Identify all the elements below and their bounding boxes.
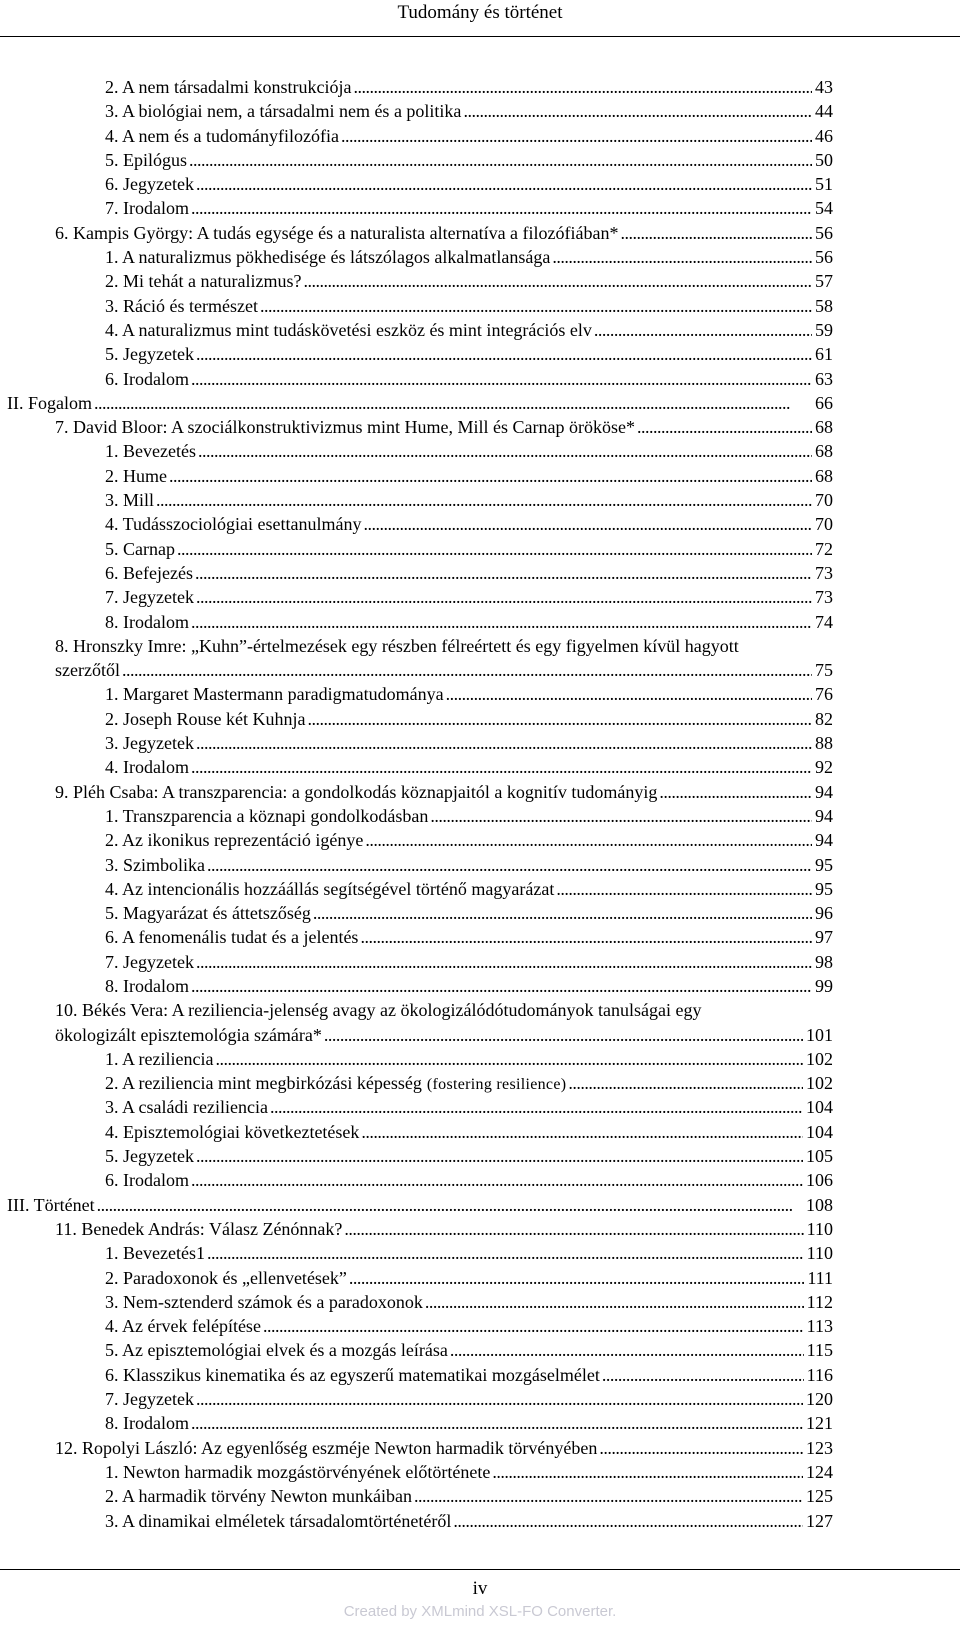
toc-page-number: 54 xyxy=(815,198,833,219)
toc-page-number: 104 xyxy=(806,1097,833,1118)
toc-page-number: 92 xyxy=(815,757,833,778)
dot-leader xyxy=(260,294,812,318)
toc-entry[interactable] xyxy=(0,682,960,706)
toc-entry[interactable] xyxy=(0,755,960,779)
toc-title: 8. Irodalom xyxy=(105,611,189,632)
dot-leader xyxy=(599,1436,803,1460)
dot-leader xyxy=(177,537,812,561)
toc-page-number: 123 xyxy=(806,1437,833,1458)
dot-leader xyxy=(97,1193,803,1217)
toc-title: 3. A dinamikai elméletek társadalomtörténetéről xyxy=(105,1510,452,1531)
dot-leader xyxy=(207,1241,804,1265)
toc-entry[interactable] xyxy=(0,367,960,391)
dot-leader xyxy=(196,950,812,974)
toc-entry[interactable] xyxy=(0,391,960,415)
header-title: Tudomány és történet xyxy=(397,2,563,23)
toc-title: 5. Jegyzetek xyxy=(105,1146,194,1167)
toc-entry[interactable] xyxy=(0,196,960,220)
toc-page-number: 127 xyxy=(806,1510,833,1531)
toc-page-number: 116 xyxy=(806,1364,833,1385)
toc-title: 4. A naturalizmus mint tudáskövetési eszköz és mint integrációs elv xyxy=(105,319,592,340)
toc-page-number: 110 xyxy=(806,1218,833,1239)
toc-page-number: 72 xyxy=(815,538,833,559)
dot-leader xyxy=(363,512,812,536)
toc-title: 4. Tudásszociológiai esettanulmány xyxy=(105,514,362,535)
dot-leader xyxy=(169,464,812,488)
dot-leader xyxy=(191,1411,803,1435)
toc-title-first-line: 10. Békés Vera: A reziliencia-jelenség avagy az ökologizálódótudományok tanulságai egy xyxy=(55,1000,702,1021)
toc-entry[interactable] xyxy=(0,464,960,488)
toc-title: 2. Joseph Rouse két Kuhnja xyxy=(105,708,306,729)
dot-leader xyxy=(365,828,812,852)
toc-entry[interactable] xyxy=(0,1436,960,1460)
toc-entry[interactable] xyxy=(0,318,960,342)
toc-title: 2. A nem társadalmi konstrukciója xyxy=(105,77,352,97)
toc-entry[interactable] xyxy=(0,804,960,828)
toc-title: 7. Jegyzetek xyxy=(105,1389,194,1410)
toc-title: 4. Az intencionális hozzáállás segítségével történő magyarázat xyxy=(105,878,555,899)
toc-title: 1. Bevezetés xyxy=(105,441,196,462)
toc-entry[interactable] xyxy=(0,148,960,172)
dot-leader xyxy=(191,196,812,220)
dot-leader xyxy=(270,1095,803,1119)
dot-leader xyxy=(349,1266,804,1290)
toc-entry[interactable] xyxy=(0,245,960,269)
toc-title: 7. David Bloor: A szociálkonstruktivizmus mint Hume, Mill és Carnap örököse* xyxy=(55,417,635,438)
dot-leader xyxy=(446,682,812,706)
dot-leader xyxy=(196,731,812,755)
dot-leader xyxy=(344,1217,803,1241)
toc-page-number: 73 xyxy=(815,562,833,583)
toc-page-number: 70 xyxy=(815,514,833,535)
toc-entry[interactable] xyxy=(0,1193,960,1217)
dot-leader xyxy=(196,1144,803,1168)
dot-leader xyxy=(430,804,812,828)
toc-page-number: 56 xyxy=(815,222,833,243)
toc-title: 4. A nem és a tudományfilozófia xyxy=(105,125,339,146)
toc-title: 4. Irodalom xyxy=(105,757,189,778)
toc-entry[interactable] xyxy=(0,1241,960,1265)
toc-entry[interactable] xyxy=(0,269,960,293)
toc-title: 2. Az ikonikus reprezentáció igénye xyxy=(105,830,364,851)
dot-leader xyxy=(414,1484,803,1508)
toc-entry[interactable] xyxy=(0,99,960,123)
toc-entry[interactable] xyxy=(0,901,960,925)
toc-title: 5. Jegyzetek xyxy=(105,344,194,365)
toc-page-number: 75 xyxy=(815,660,833,681)
toc-title: 6. Kampis György: A tudás egysége és a naturalista alternatíva a filozófiában* xyxy=(55,222,619,243)
toc-title: 2. Mi tehát a naturalizmus? xyxy=(105,271,302,292)
toc-page-number: 70 xyxy=(815,490,833,511)
toc-entry[interactable] xyxy=(0,853,960,877)
toc-entry[interactable] xyxy=(0,1168,960,1192)
toc-title: 7. Jegyzetek xyxy=(105,951,194,972)
dot-leader xyxy=(196,172,812,196)
toc-entry[interactable] xyxy=(0,1120,960,1144)
toc-title: 3. Ráció és természet xyxy=(105,295,258,316)
toc-page-number: 51 xyxy=(815,174,833,195)
toc-page-number: 94 xyxy=(815,805,833,826)
toc-entry[interactable] xyxy=(0,1095,960,1119)
toc-title: 11. Benedek András: Válasz Zénónnak? xyxy=(55,1218,343,1239)
dot-leader xyxy=(492,1460,803,1484)
table-of-contents xyxy=(0,75,960,1533)
toc-entry[interactable] xyxy=(0,707,960,731)
toc-entry[interactable] xyxy=(0,415,960,439)
toc-page-number: 68 xyxy=(815,441,833,462)
toc-title: 3. Jegyzetek xyxy=(105,733,194,754)
toc-entry[interactable] xyxy=(0,780,960,804)
toc-title: szerzőtől xyxy=(55,660,120,681)
toc-page-number: 104 xyxy=(806,1121,833,1142)
dot-leader xyxy=(602,1363,804,1387)
dot-leader xyxy=(637,415,812,439)
dot-leader xyxy=(195,561,812,585)
toc-page-number: 113 xyxy=(806,1316,833,1337)
toc-entry[interactable] xyxy=(0,342,960,366)
toc-entry[interactable] xyxy=(0,998,960,1047)
dot-leader xyxy=(196,585,812,609)
toc-title: 3. A biológiai nem, a társadalmi nem és a politika xyxy=(105,101,462,122)
toc-page-number: 106 xyxy=(806,1170,833,1191)
toc-entry[interactable] xyxy=(0,1266,960,1290)
dot-leader xyxy=(191,610,812,634)
header-divider xyxy=(0,36,960,37)
toc-page-number: 56 xyxy=(815,247,833,268)
page-number: iv xyxy=(472,1578,488,1599)
toc-page-number: 61 xyxy=(815,344,833,365)
toc-entry[interactable] xyxy=(0,537,960,561)
dot-leader xyxy=(568,1071,803,1095)
watermark: Created by XMLmind XSL-FO Converter. xyxy=(343,1603,617,1620)
toc-title: 2. Hume xyxy=(105,465,167,486)
toc-entry[interactable] xyxy=(0,439,960,463)
dot-leader xyxy=(215,1047,803,1071)
toc-page-number: 95 xyxy=(815,878,833,899)
toc-title: 6. Befejezés xyxy=(105,562,193,583)
dot-leader xyxy=(552,245,812,269)
dot-leader xyxy=(156,488,812,512)
dot-leader xyxy=(594,318,812,342)
toc-entry[interactable] xyxy=(0,950,960,974)
toc-entry[interactable] xyxy=(0,124,960,148)
toc-page-number: 57 xyxy=(815,271,833,292)
toc-title: 5. Carnap xyxy=(105,538,175,559)
toc-entry[interactable] xyxy=(0,1071,960,1095)
toc-page-number: 120 xyxy=(806,1389,833,1410)
toc-page-number: 66 xyxy=(815,392,833,413)
toc-page-number: 88 xyxy=(815,733,833,754)
toc-page-number: 94 xyxy=(815,830,833,851)
toc-page-number: 98 xyxy=(815,951,833,972)
toc-title: 4. Az érvek felépítése xyxy=(105,1316,261,1337)
dot-leader xyxy=(324,1023,803,1047)
toc-entry[interactable] xyxy=(0,488,960,512)
dot-leader xyxy=(353,75,812,99)
toc-page-number: 111 xyxy=(807,1267,833,1288)
toc-page-number: 115 xyxy=(806,1340,833,1361)
dot-leader xyxy=(122,658,812,682)
toc-entry[interactable] xyxy=(0,561,960,585)
toc-title: 6. Jegyzetek xyxy=(105,174,194,195)
toc-page-number: 43 xyxy=(815,77,833,97)
toc-title: 3. Nem-sztenderd számok és a paradoxonok xyxy=(105,1291,423,1312)
toc-page-number: 46 xyxy=(815,125,833,146)
toc-entry[interactable] xyxy=(0,877,960,901)
toc-entry[interactable] xyxy=(0,634,960,683)
toc-title: 7. Jegyzetek xyxy=(105,587,194,608)
toc-entry[interactable] xyxy=(0,512,960,536)
toc-title: 7. Irodalom xyxy=(105,198,189,219)
dot-leader xyxy=(361,1120,803,1144)
dot-leader xyxy=(303,269,812,293)
toc-page-number: 50 xyxy=(815,149,833,170)
toc-page-number: 125 xyxy=(806,1486,833,1507)
running-header xyxy=(0,0,960,44)
toc-entry[interactable] xyxy=(0,610,960,634)
toc-page-number: 44 xyxy=(815,101,833,122)
toc-title: 6. Klasszikus kinematika és az egyszerű matematikai mozgáselmélet xyxy=(105,1364,600,1385)
toc-title: 1. Newton harmadik mozgástörvényének előtörténete xyxy=(105,1461,491,1482)
toc-entry[interactable] xyxy=(0,1387,960,1411)
toc-entry[interactable] xyxy=(0,1460,960,1484)
toc-page-number: 63 xyxy=(815,368,833,389)
toc-page-number: 68 xyxy=(815,465,833,486)
toc-title: 2. A harmadik törvény Newton munkáiban xyxy=(105,1486,412,1507)
toc-title: 4. Episztemológiai következtetések xyxy=(105,1121,360,1142)
toc-title-note: (fostering resilience) xyxy=(426,1076,567,1094)
toc-title: 1. A naturalizmus pökhedisége és látszólagos alkalmatlansága xyxy=(105,247,551,268)
toc-entry[interactable] xyxy=(0,75,960,99)
toc-page-number: 74 xyxy=(815,611,833,632)
toc-entry[interactable] xyxy=(0,974,960,998)
toc-title: 9. Pléh Csaba: A transzparencia: a gondolkodás köznapjaitól a kognitív tudományig xyxy=(55,781,658,802)
toc-title: 6. A fenomenális tudat és a jelentés xyxy=(105,927,359,948)
toc-page-number: 124 xyxy=(806,1461,833,1482)
toc-title: 2. Paradoxonok és „ellenvetések” xyxy=(105,1267,347,1288)
dot-leader xyxy=(196,342,812,366)
toc-page-number: 102 xyxy=(806,1048,833,1069)
toc-title: 3. Szimbolika xyxy=(105,854,205,875)
dot-leader xyxy=(263,1314,804,1338)
toc-title: 6. Irodalom xyxy=(105,1170,189,1191)
toc-page-number: 68 xyxy=(815,417,833,438)
dot-leader xyxy=(191,755,812,779)
toc-page-number: 101 xyxy=(806,1024,833,1045)
toc-page-number: 105 xyxy=(806,1146,833,1167)
dot-leader xyxy=(360,925,812,949)
dot-leader xyxy=(198,439,812,463)
toc-page-number: 121 xyxy=(806,1413,833,1434)
toc-entry[interactable] xyxy=(0,731,960,755)
toc-entry[interactable] xyxy=(0,925,960,949)
toc-page-number: 102 xyxy=(806,1073,833,1094)
toc-title: 1. Transzparencia a köznapi gondolkodásban xyxy=(105,805,429,826)
toc-title: 5. Az episztemológiai elvek és a mozgás leírása xyxy=(105,1340,448,1361)
toc-title: III. Történet xyxy=(7,1194,95,1215)
toc-title: 6. Irodalom xyxy=(105,368,189,389)
toc-entry[interactable] xyxy=(0,1314,960,1338)
toc-entry[interactable] xyxy=(0,172,960,196)
toc-title: 2. A reziliencia mint megbirkózási képesség xyxy=(105,1073,422,1094)
toc-page-number: 110 xyxy=(806,1243,833,1264)
toc-page-number: 58 xyxy=(815,295,833,316)
toc-page-number: 94 xyxy=(815,781,833,802)
dot-leader xyxy=(191,974,812,998)
toc-entry[interactable] xyxy=(0,1509,960,1533)
dot-leader xyxy=(450,1338,804,1362)
toc-page-number: 59 xyxy=(815,319,833,340)
toc-entry[interactable] xyxy=(0,1290,960,1314)
toc-entry[interactable] xyxy=(0,1217,960,1241)
toc-title-first-line: 8. Hronszky Imre: „Kuhn”-értelmezések egy részben félreértett és egy figyelmen kívül hagyott xyxy=(55,635,739,656)
toc-title: 8. Irodalom xyxy=(105,1413,189,1434)
toc-page-number: 96 xyxy=(815,903,833,924)
toc-title: 1. Margaret Mastermann paradigmatudománya xyxy=(105,684,444,705)
dot-leader xyxy=(207,853,812,877)
dot-leader xyxy=(189,148,812,172)
dot-leader xyxy=(313,901,812,925)
toc-page-number: 99 xyxy=(815,975,833,996)
toc-entry[interactable] xyxy=(0,1338,960,1362)
dot-leader xyxy=(341,124,812,148)
toc-title: ökologizált episztemológia számára* xyxy=(55,1024,322,1045)
toc-entry[interactable] xyxy=(0,1047,960,1071)
dot-leader xyxy=(425,1290,804,1314)
toc-title: 3. Mill xyxy=(105,490,155,511)
toc-title: 12. Ropolyi László: Az egyenlőség eszméje Newton harmadik törvényében xyxy=(55,1437,598,1458)
dot-leader xyxy=(621,221,812,245)
toc-title: 5. Epilógus xyxy=(105,149,188,170)
toc-entry[interactable] xyxy=(0,294,960,318)
toc-entry[interactable] xyxy=(0,1144,960,1168)
toc-title: 8. Irodalom xyxy=(105,975,189,996)
dot-leader xyxy=(659,780,812,804)
dot-leader xyxy=(463,99,812,123)
toc-page-number: 76 xyxy=(815,684,833,705)
dot-leader xyxy=(453,1509,803,1533)
toc-entry[interactable] xyxy=(0,585,960,609)
toc-title: 1. A reziliencia xyxy=(105,1048,214,1069)
toc-entry[interactable] xyxy=(0,1363,960,1387)
dot-leader xyxy=(556,877,812,901)
toc-page-number: 112 xyxy=(806,1291,833,1312)
toc-page-number: 73 xyxy=(815,587,833,608)
toc-entry[interactable] xyxy=(0,1411,960,1435)
toc-entry[interactable] xyxy=(0,221,960,245)
dot-leader xyxy=(191,1168,803,1192)
toc-page-number: 82 xyxy=(815,708,833,729)
dot-leader xyxy=(191,367,812,391)
toc-page-number: 97 xyxy=(815,927,833,948)
toc-entry[interactable] xyxy=(0,1484,960,1508)
toc-entry[interactable] xyxy=(0,828,960,852)
toc-page-number: 95 xyxy=(815,854,833,875)
dot-leader xyxy=(307,707,812,731)
toc-title: 1. Bevezetés1 xyxy=(105,1243,205,1264)
dot-leader xyxy=(94,391,812,415)
toc-title: II. Fogalom xyxy=(7,392,92,413)
toc-title: 5. Magyarázat és áttetszőség xyxy=(105,903,311,924)
footer-divider xyxy=(0,1569,960,1570)
toc-page-number: 108 xyxy=(806,1194,833,1215)
toc-title: 3. A családi reziliencia xyxy=(105,1097,268,1118)
dot-leader xyxy=(196,1387,803,1411)
